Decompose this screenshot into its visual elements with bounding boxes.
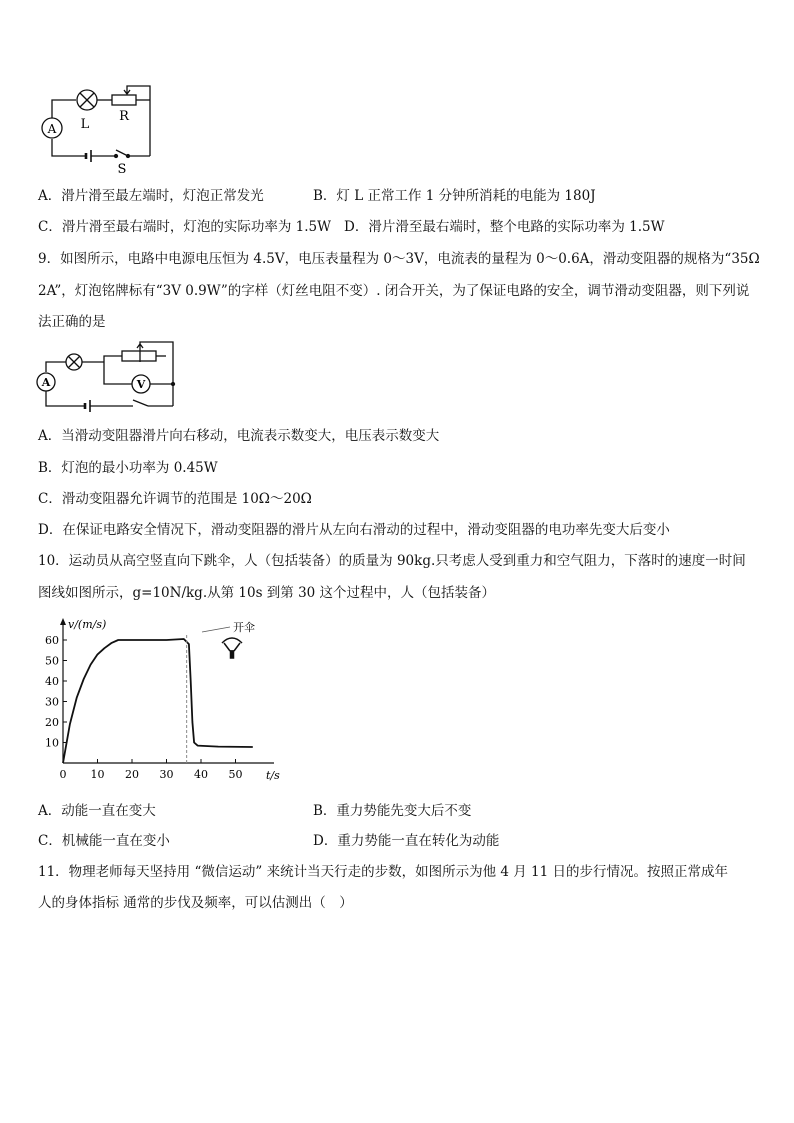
annotation-leader-line <box>202 627 230 632</box>
rheostat-symbol <box>112 95 136 105</box>
y-tick-label: 20 <box>45 716 59 729</box>
q9-option-c: C．滑动变阻器允许调节的范围是 10Ω～20Ω <box>38 491 312 507</box>
velocity-time-chart <box>36 613 296 785</box>
y-tick-label: 40 <box>45 675 59 688</box>
x-tick-label: 30 <box>159 768 174 781</box>
x-tick-label: 20 <box>125 768 139 781</box>
q10-option-a: A．动能一直在变大 <box>38 803 156 819</box>
y-tick-label: 60 <box>45 634 59 647</box>
q11-stem-line-1: 11．物理老师每天坚持用 “微信运动” 来统计当天行走的步数，如图所示为他 4 月 11 日的步行情况。按照正常成年 <box>38 864 728 880</box>
lamp-label: L <box>80 117 90 132</box>
y-tick-label: 30 <box>45 695 59 709</box>
y-axis-label: v/(m/s) <box>68 618 107 631</box>
x-tick-label: 10 <box>90 768 105 781</box>
parachute-icon <box>222 638 242 658</box>
switch-label: S <box>117 162 127 177</box>
q11-stem-line-2: 人的身体指标 通常的步伐及频率，可以估测出（ ） <box>38 895 353 911</box>
q8-option-a: A．滑片滑至最左端时，灯泡正常发光 <box>38 188 264 204</box>
x-tick-label: 50 <box>228 768 243 781</box>
q8-option-b: B．灯 L 正常工作 1 分钟所消耗的电能为 180J <box>313 188 596 204</box>
q9-option-a: A．当滑动变阻器滑片向右移动，电流表示数变大，电压表示数变大 <box>38 428 440 444</box>
rheostat-symbol <box>122 351 156 361</box>
x-tick-label: 40 <box>194 768 208 781</box>
q9-stem-line-2: 2A”，灯泡铭牌标有“3V 0.9W”的字样（灯丝电阻不变）. 闭合开关，为了保证电路的安全，调节滑动变阻器，则下列说 <box>38 283 750 299</box>
q10-option-d: D．重力势能一直在转化为动能 <box>313 833 500 849</box>
q9-option-d: D．在保证电路安全情况下，滑动变阻器的滑片从左向右滑动的过程中，滑动变阻器的电功率先变大后变小 <box>38 522 670 538</box>
ammeter-label: A <box>41 376 51 389</box>
rheostat-label: R <box>119 109 129 124</box>
voltmeter-label: V <box>136 378 146 391</box>
y-tick-label: 50 <box>45 654 59 668</box>
x-tick-label: 0 <box>59 768 67 781</box>
q9-stem-line-1: 9．如图所示，电路中电源电压恒为 4.5V，电压表量程为 0～3V，电流表的量程为 0～0.6A，滑动变阻器的规格为“35Ω <box>38 251 760 267</box>
q10-option-b: B．重力势能先变大后不变 <box>313 803 472 819</box>
q9-option-b: B．灯泡的最小功率为 0.45W <box>38 460 218 476</box>
q9-circuit-diagram <box>36 338 186 414</box>
y-axis-arrow <box>60 618 66 625</box>
q8-circuit-diagram <box>36 78 166 178</box>
q10-option-c: C．机械能一直在变小 <box>38 833 170 849</box>
velocity-curve <box>63 639 253 763</box>
q10-stem-line-1: 10．运动员从高空竖直向下跳伞，人（包括装备）的质量为 90kg.只考虑人受到重力和空气阻力，下落时的速度一时间 <box>38 553 746 569</box>
q8-option-d: D．滑片滑至最右端时，整个电路的实际功率为 1.5W <box>344 219 665 235</box>
q9-stem-line-3: 法正确的是 <box>38 314 106 330</box>
q10-stem-line-2: 图线如图所示，g=10N/kg.从第 10s 到第 30 这个过程中，人（包括装备） <box>38 585 496 601</box>
y-tick-label: 10 <box>45 736 59 750</box>
q8-option-c: C．滑片滑至最右端时，灯泡的实际功率为 1.5W <box>38 219 331 235</box>
x-axis-label: t/s <box>266 769 280 782</box>
ammeter-label: A <box>47 122 57 136</box>
parachute-open-label: 开伞 <box>233 621 255 634</box>
